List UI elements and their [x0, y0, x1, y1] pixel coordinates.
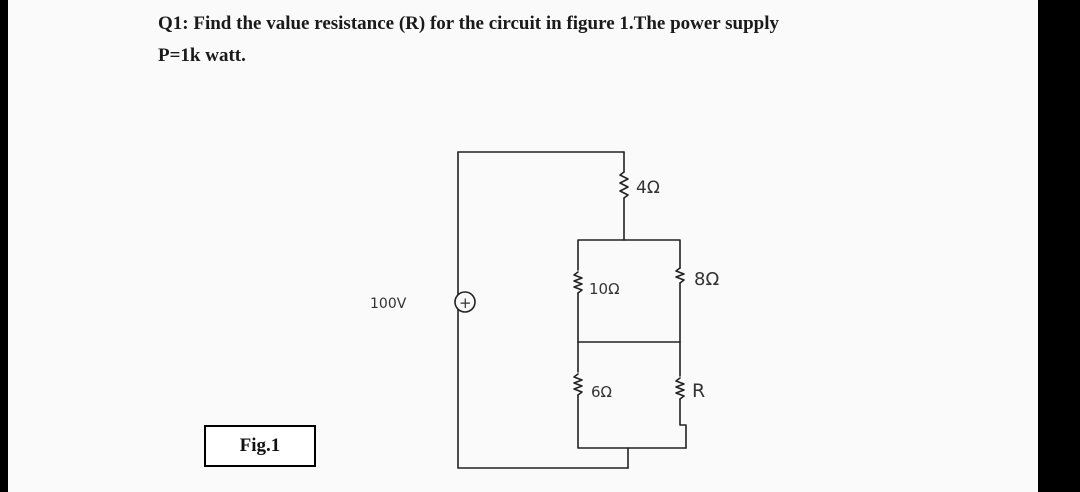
label-10ohm: 10Ω [589, 280, 620, 298]
label-8ohm: 8Ω [694, 269, 720, 290]
figure-caption: Fig.1 [204, 425, 316, 467]
source-label: 100V [370, 296, 407, 312]
resistor-8ohm [676, 268, 684, 283]
wire-lower-right-2 [680, 399, 686, 448]
wire-upper-rect [578, 240, 680, 270]
resistor-R [676, 378, 684, 399]
label-R: R [692, 380, 706, 402]
wire-lower-left-2 [578, 395, 686, 448]
label-6ohm: 6Ω [591, 383, 613, 401]
question-line-1: Q1: Find the value resistance (R) for the circuit in figure 1.The power supply [158, 13, 780, 34]
wire-left [458, 152, 628, 468]
label-4ohm: 4Ω [636, 178, 660, 198]
resistor-4ohm [620, 172, 628, 198]
question-line-2: P=1k watt. [158, 45, 246, 66]
source-polarity: + [459, 294, 472, 312]
resistor-6ohm [574, 374, 582, 395]
resistor-10ohm [574, 272, 582, 293]
